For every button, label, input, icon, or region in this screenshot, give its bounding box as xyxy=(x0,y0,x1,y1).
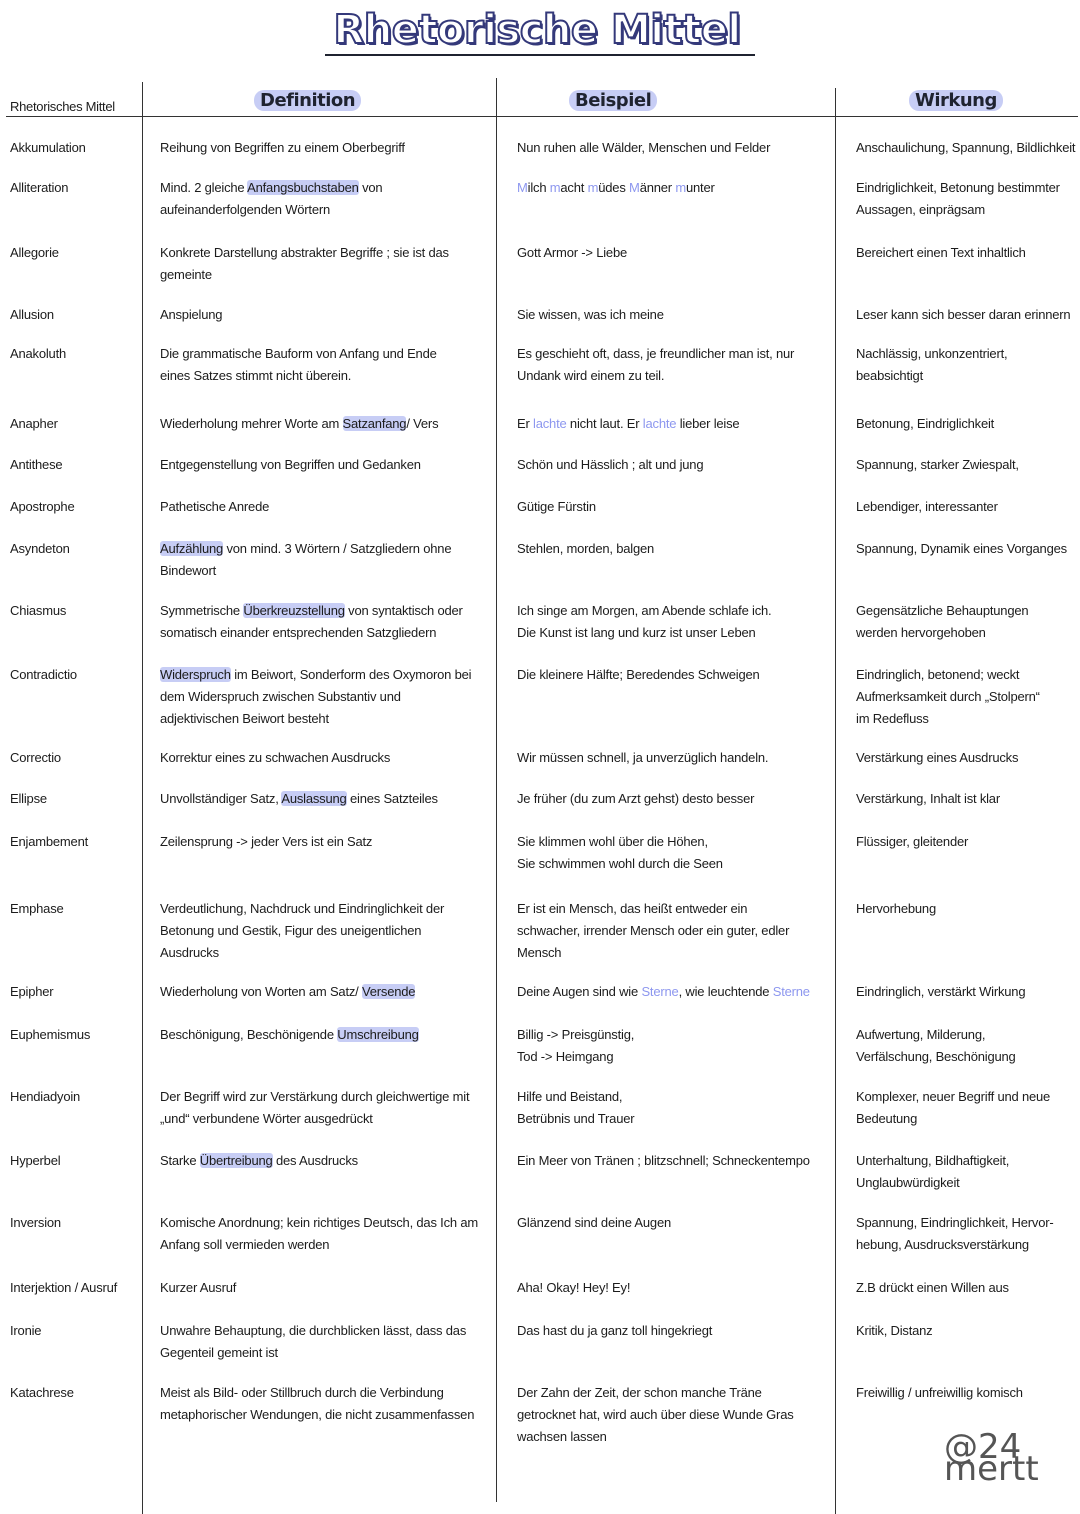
term-cell: Hyperbel xyxy=(10,1153,61,1168)
text-segment: Anschaulichung, Spannung, Bildlichkeit xyxy=(856,140,1076,155)
text-segment: Wiederholung von Worten am Satz/ xyxy=(160,984,362,999)
text-segment: Stehlen, morden, balgen xyxy=(517,541,655,556)
text-segment: Anspielung xyxy=(160,307,223,322)
effect-cell xyxy=(856,664,1078,730)
text-segment: von mind. 3 Wörtern / Satzgliedern ohne Bindewort xyxy=(160,541,452,578)
text-segment: Spannung, starker Zwiespalt, xyxy=(856,457,1019,472)
text-segment: im Beiwort, Sonderform des Oxymoron bei dem Widerspruch zwischen Substantiv und adjektivischen Beiwort besteht xyxy=(160,667,472,726)
text-segment: Gott Armor -> Liebe xyxy=(517,245,628,260)
header-example-label: Beispiel xyxy=(569,90,657,111)
text-segment: Unwahre Behauptung, die durchblicken lässt, dass das Gegenteil gemeint ist xyxy=(160,1323,467,1360)
term-cell: Asyndeton xyxy=(10,541,70,556)
effect-cell xyxy=(856,454,1078,476)
text-segment: Verdeutlichung, Nachdruck und Eindringlichkeit der Betonung und Gestik, Figur des uneigentlichen Ausdrucks xyxy=(160,901,445,960)
effect-cell xyxy=(856,831,1078,853)
definition-cell xyxy=(160,454,490,476)
effect-cell xyxy=(856,1382,1078,1404)
text-segment: Wiederholung mehrer Worte am xyxy=(160,416,343,431)
example-cell xyxy=(517,538,829,560)
highlighted-text: Aufzählung xyxy=(160,541,224,556)
example-cell xyxy=(517,1024,829,1068)
text-segment: Eindringlich, verstärkt Wirkung xyxy=(856,984,1026,999)
text-segment: Die grammatische Bauform von Anfang und Ende eines Satzes stimmt nicht überein. xyxy=(160,346,437,383)
term-cell: Ellipse xyxy=(10,791,47,806)
example-cell xyxy=(517,177,829,199)
text-segment: Glänzend sind deine Augen xyxy=(517,1215,672,1230)
example-cell xyxy=(517,304,829,326)
example-cell xyxy=(517,831,829,875)
text-segment: unter xyxy=(686,180,715,195)
definition-cell xyxy=(160,981,490,1003)
colored-letter: M xyxy=(629,180,640,195)
highlighted-text: Übertreibung xyxy=(199,1153,273,1168)
definition-cell xyxy=(160,898,490,964)
colored-letter: Sterne xyxy=(641,984,679,999)
example-cell xyxy=(517,1277,829,1299)
definition-cell xyxy=(160,496,490,518)
effect-cell xyxy=(856,898,1078,920)
example-cell xyxy=(517,1382,829,1448)
text-segment: Gütige Fürstin xyxy=(517,499,596,514)
term-cell: Contradictio xyxy=(10,667,77,682)
example-cell xyxy=(517,343,829,387)
text-segment: lieber leise xyxy=(676,416,740,431)
effect-cell xyxy=(856,747,1078,769)
highlighted-text: Auslassung xyxy=(281,791,347,806)
text-segment: Flüssiger, gleitender xyxy=(856,834,969,849)
text-segment: Symmetrische xyxy=(160,603,244,618)
highlighted-text: Umschreibung xyxy=(337,1027,419,1042)
effect-cell xyxy=(856,304,1078,326)
text-segment: Mind. 2 gleiche xyxy=(160,180,248,195)
text-segment: Sie wissen, was ich meine xyxy=(517,307,664,322)
text-segment: nicht laut. Er xyxy=(566,416,643,431)
text-segment: Bereichert einen Text inhaltlich xyxy=(856,245,1026,260)
column-divider xyxy=(835,88,836,1514)
example-cell xyxy=(517,898,829,964)
text-segment: Sie klimmen wohl über die Höhen, Sie schwimmen wohl durch die Seen xyxy=(517,834,723,871)
definition-cell xyxy=(160,664,490,730)
text-segment: Starke xyxy=(160,1153,200,1168)
term-cell: Apostrophe xyxy=(10,499,75,514)
effect-cell xyxy=(856,600,1078,644)
text-segment: Billig -> Preisgünstig, Tod -> Heimgang xyxy=(517,1027,635,1064)
text-segment: Nachlässig, unkonzentriert, beabsichtigt xyxy=(856,346,1008,383)
term-cell: Akkumulation xyxy=(10,140,86,155)
effect-cell xyxy=(856,981,1078,1003)
highlighted-text: Satzanfang xyxy=(342,416,407,431)
text-segment: Das hast du ja ganz toll hingekriegt xyxy=(517,1323,713,1338)
text-segment: Meist als Bild- oder Stillbruch durch die Verbindung metaphorischer Wendungen, die nicht zusammenfassen xyxy=(160,1385,475,1422)
term-cell: Katachrese xyxy=(10,1385,74,1400)
text-segment: Schön und Hässlich ; alt und jung xyxy=(517,457,704,472)
term-cell: Anapher xyxy=(10,416,58,431)
term-cell: Interjektion / Ausruf xyxy=(10,1280,118,1295)
text-segment: Eindriglichkeit, Betonung bestimmter Aussagen, einprägsam xyxy=(856,180,1060,217)
text-segment: Hilfe und Beistand, Betrübnis und Trauer xyxy=(517,1089,635,1126)
text-segment: Er ist ein Mensch, das heißt entweder ein schwacher, irrender Mensch oder ein guter, edler Mensch xyxy=(517,901,790,960)
term-cell: Inversion xyxy=(10,1215,61,1230)
colored-letter: m xyxy=(587,180,599,195)
text-segment: Ich singe am Morgen, am Abende schlafe ich. Die Kunst ist lang und kurz ist unser Leben xyxy=(517,603,772,640)
text-segment: Leser kann sich besser daran erinnern xyxy=(856,307,1071,322)
text-segment: des Ausdrucks xyxy=(272,1153,358,1168)
text-segment: Gegensätzliche Behauptungen werden hervorgehoben xyxy=(856,603,1029,640)
header-effect-label: Wirkung xyxy=(909,90,1003,111)
header-example xyxy=(569,90,657,112)
text-segment: eines Satzteiles xyxy=(346,791,438,806)
example-cell xyxy=(517,496,829,518)
header-definition xyxy=(254,90,361,112)
definition-cell xyxy=(160,788,490,810)
text-segment: Korrektur eines zu schwachen Ausdrucks xyxy=(160,750,391,765)
text-segment: Kritik, Distanz xyxy=(856,1323,933,1338)
definition-cell xyxy=(160,137,490,159)
definition-cell xyxy=(160,1277,490,1299)
example-cell xyxy=(517,1320,829,1342)
text-segment: Aha! Okay! Hey! Ey! xyxy=(517,1280,631,1295)
text-segment: Hervorhebung xyxy=(856,901,936,916)
example-cell xyxy=(517,413,829,435)
highlighted-text: Widerspruch xyxy=(160,667,231,682)
text-segment: Kurzer Ausruf xyxy=(160,1280,237,1295)
highlighted-text: Versende xyxy=(361,984,416,999)
effect-cell xyxy=(856,1086,1078,1130)
term-cell: Euphemismus xyxy=(10,1027,91,1042)
term-cell: Emphase xyxy=(10,901,64,916)
text-segment: acht xyxy=(560,180,588,195)
term-cell: Enjambement xyxy=(10,834,89,849)
text-segment: Verstärkung, Inhalt ist klar xyxy=(856,791,1000,806)
definition-cell xyxy=(160,747,490,769)
text-segment: Z.B drückt einen Willen aus xyxy=(856,1280,1009,1295)
text-segment: Lebendiger, interessanter xyxy=(856,499,998,514)
definition-cell xyxy=(160,177,490,221)
colored-letter: M xyxy=(517,180,528,195)
effect-cell xyxy=(856,343,1078,387)
effect-cell xyxy=(856,137,1078,159)
column-divider xyxy=(142,82,143,1514)
term-cell: Chiasmus xyxy=(10,603,67,618)
example-cell xyxy=(517,1150,829,1172)
effect-cell xyxy=(856,1320,1078,1342)
colored-letter: lachte xyxy=(642,416,677,431)
colored-letter: m xyxy=(675,180,686,195)
definition-cell xyxy=(160,1086,490,1130)
effect-cell xyxy=(856,413,1078,435)
example-cell xyxy=(517,1086,829,1130)
page-title xyxy=(0,6,1080,56)
example-cell xyxy=(517,600,829,644)
text-segment: Verstärkung eines Ausdrucks xyxy=(856,750,1019,765)
text-segment: Beschönigung, Beschönigende xyxy=(160,1027,338,1042)
effect-cell xyxy=(856,1277,1078,1299)
text-segment: , wie leuchtende xyxy=(678,984,773,999)
example-cell xyxy=(517,454,829,476)
term-cell: Allegorie xyxy=(10,245,59,260)
effect-cell xyxy=(856,538,1078,560)
text-segment: Er xyxy=(517,416,534,431)
definition-cell xyxy=(160,831,490,853)
term-cell: Allusion xyxy=(10,307,54,322)
text-segment: Nun ruhen alle Wälder, Menschen und Felder xyxy=(517,140,771,155)
text-segment: ilch xyxy=(527,180,550,195)
example-cell xyxy=(517,981,829,1003)
text-segment: Deine Augen sind wie xyxy=(517,984,642,999)
example-cell xyxy=(517,137,829,159)
text-segment: Eindringlich, betonend; weckt Aufmerksamkeit durch „Stolpern“ im Redefluss xyxy=(856,667,1040,726)
colored-letter: lachte xyxy=(533,416,567,431)
text-segment: Die kleinere Hälfte; Beredendes Schweigen xyxy=(517,667,760,682)
definition-cell xyxy=(160,413,490,435)
term-cell: Alliteration xyxy=(10,180,69,195)
effect-cell xyxy=(856,496,1078,518)
definition-cell xyxy=(160,538,490,582)
text-segment: Zeilensprung -> jeder Vers ist ein Satz xyxy=(160,834,373,849)
highlighted-text: Anfangsbuchstaben xyxy=(247,180,359,195)
example-cell xyxy=(517,747,829,769)
text-segment: Der Zahn der Zeit, der schon manche Träne getrocknet hat, wird auch über diese Wunde Gras wachsen lassen xyxy=(517,1385,794,1444)
example-cell xyxy=(517,788,829,810)
header-effect xyxy=(909,90,1003,112)
term-cell: Anakoluth xyxy=(10,346,67,361)
text-segment: Betonung, Eindriglichkeit xyxy=(856,416,995,431)
text-segment: Pathetische Anrede xyxy=(160,499,270,514)
text-segment: Aufwertung, Milderung, Verfälschung, Beschönigung xyxy=(856,1027,1016,1064)
colored-letter: Sterne xyxy=(772,984,810,999)
definition-cell xyxy=(160,304,490,326)
text-segment: Unterhaltung, Bildhaftigkeit, Unglaubwürdigkeit xyxy=(856,1153,1010,1190)
text-segment: Wir müssen schnell, ja unverzüglich handeln. xyxy=(517,750,769,765)
example-cell xyxy=(517,664,829,686)
text-segment: Spannung, Dynamik eines Vorganges xyxy=(856,541,1067,556)
text-segment: Komplexer, neuer Begriff und neue Bedeutung xyxy=(856,1089,1051,1126)
text-segment: Spannung, Eindringlichkeit, Hervor- hebung, Ausdrucksverstärkung xyxy=(856,1215,1054,1252)
effect-cell xyxy=(856,242,1078,264)
text-segment: Es geschieht oft, dass, je freundlicher man ist, nur Undank wird einem zu teil. xyxy=(517,346,795,383)
definition-cell xyxy=(160,1320,490,1364)
term-cell: Hendiadyoin xyxy=(10,1089,81,1104)
header-term: Rhetorisches Mittel xyxy=(10,99,115,114)
text-segment: Unvollständiger Satz, xyxy=(160,791,282,806)
term-cell: Antithese xyxy=(10,457,63,472)
effect-cell xyxy=(856,177,1078,221)
page-title-text: Rhetorische Mittel xyxy=(325,6,754,56)
term-cell: Epipher xyxy=(10,984,54,999)
effect-cell xyxy=(856,788,1078,810)
definition-cell xyxy=(160,1212,490,1256)
example-cell xyxy=(517,1212,829,1234)
text-segment: Konkrete Darstellung abstrakter Begriffe ; sie ist das gemeinte xyxy=(160,245,449,282)
text-segment: von aufeinanderfolgenden Wörtern xyxy=(160,180,383,217)
colored-letter: m xyxy=(549,180,561,195)
text-segment: Der Begriff wird zur Verstärkung durch gleichwertige mit „und“ verbundene Wörter ausgedrückt xyxy=(160,1089,470,1126)
effect-cell xyxy=(856,1150,1078,1194)
term-cell: Correctio xyxy=(10,750,61,765)
example-cell xyxy=(517,242,829,264)
text-segment: Reihung von Begriffen zu einem Oberbegriff xyxy=(160,140,405,155)
effect-cell xyxy=(856,1212,1078,1256)
text-segment: Je früher (du zum Arzt gehst) desto besser xyxy=(517,791,755,806)
definition-cell xyxy=(160,343,490,387)
text-segment: änner xyxy=(639,180,676,195)
text-segment: / Vers xyxy=(406,416,439,431)
text-segment: üdes xyxy=(598,180,630,195)
column-divider xyxy=(496,78,497,1502)
definition-cell xyxy=(160,1150,490,1172)
header-definition-label: Definition xyxy=(254,90,361,111)
signature: @24 mertt xyxy=(944,1427,1039,1489)
text-segment: Ein Meer von Tränen ; blitzschnell; Schneckentempo xyxy=(517,1153,810,1168)
definition-cell xyxy=(160,242,490,286)
text-segment: Freiwillig / unfreiwillig komisch xyxy=(856,1385,1023,1400)
highlighted-text: Überkreuzstellung xyxy=(243,603,345,618)
text-segment: von syntaktisch oder somatisch einander entsprechenden Satzgliedern xyxy=(160,603,463,640)
text-segment: Entgegenstellung von Begriffen und Gedanken xyxy=(160,457,421,472)
definition-cell xyxy=(160,1382,490,1426)
definition-cell xyxy=(160,1024,490,1046)
term-cell: Ironie xyxy=(10,1323,42,1338)
text-segment: Komische Anordnung; kein richtiges Deutsch, das Ich am Anfang soll vermieden werden xyxy=(160,1215,478,1252)
effect-cell xyxy=(856,1024,1078,1068)
header-underline xyxy=(6,116,1078,117)
definition-cell xyxy=(160,600,490,644)
